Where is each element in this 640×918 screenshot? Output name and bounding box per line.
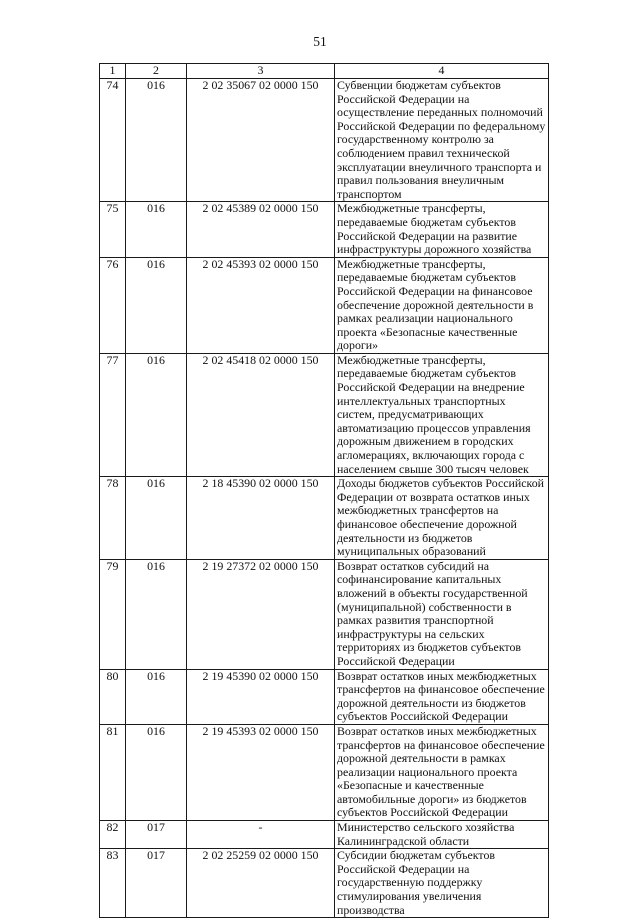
administrator-code: 016 <box>126 724 187 820</box>
revenue-description: Межбюджетные трансферты, передаваемые бюджетам субъектов Российской Федерации на развитие инфраструктуры дорожного хозяйства <box>335 202 549 257</box>
revenue-code: 2 02 45418 02 0000 150 <box>187 353 335 476</box>
column-header-4: 4 <box>335 64 549 79</box>
administrator-code: 016 <box>126 257 187 353</box>
table-row <box>100 849 549 918</box>
revenue-code: - <box>187 821 335 849</box>
row-number: 82 <box>100 821 126 849</box>
revenue-description: Возврат остатков иных межбюджетных трансфертов на финансовое обеспечение дорожной деятельности из бюджетов субъектов Российской Федерации <box>335 669 549 724</box>
row-number: 78 <box>100 477 126 560</box>
table-row <box>100 202 549 257</box>
row-number: 80 <box>100 669 126 724</box>
budget-revenue-table <box>99 63 549 918</box>
administrator-code: 016 <box>126 353 187 476</box>
row-number: 77 <box>100 353 126 476</box>
revenue-code: 2 02 35067 02 0000 150 <box>187 79 335 202</box>
administrator-code: 016 <box>126 559 187 669</box>
revenue-code: 2 19 45390 02 0000 150 <box>187 669 335 724</box>
revenue-description: Доходы бюджетов субъектов Российской Федерации от возврата остатков иных межбюджетных трансфертов на финансовое обеспечение дорожной деятельности из бюджетов муниципальных образований <box>335 477 549 560</box>
revenue-code: 2 02 45393 02 0000 150 <box>187 257 335 353</box>
row-number: 83 <box>100 849 126 918</box>
revenue-code: 2 18 45390 02 0000 150 <box>187 477 335 560</box>
revenue-code: 2 02 25259 02 0000 150 <box>187 849 335 918</box>
table-row <box>100 724 549 820</box>
revenue-description: Субсидии бюджетам субъектов Российской Федерации на государственную поддержку стимулирования увеличения производства <box>335 849 549 918</box>
table-row <box>100 79 549 202</box>
table-row <box>100 559 549 669</box>
page-number: 51 <box>313 34 327 49</box>
revenue-description: Возврат остатков иных межбюджетных трансфертов на финансовое обеспечение дорожной деятельности в рамках реализации национального проекта «Безопасные и качественные автомобильные дороги» из бюджетов субъектов Российской Федерации <box>335 724 549 820</box>
revenue-description: Возврат остатков субсидий на софинансирование капитальных вложений в объекты государственной (муниципальной) собственности в рамках развития транспортной инфраструктуры на сельских территориях из бюджетов субъектов Российской Федерации <box>335 559 549 669</box>
row-number: 75 <box>100 202 126 257</box>
table-header <box>100 64 549 79</box>
revenue-description: Субвенции бюджетам субъектов Российской Федерации на осуществление переданных полномочий Российской Федерации по федеральному государственному контролю за соблюдением правил технической эксплуатации внеуличного транспорта и правил пользования внеуличным транспортом <box>335 79 549 202</box>
administrator-code: 016 <box>126 669 187 724</box>
row-number: 74 <box>100 79 126 202</box>
table-row <box>100 257 549 353</box>
revenue-description: Межбюджетные трансферты, передаваемые бюджетам субъектов Российской Федерации на финансовое обеспечение дорожной деятельности в рамках реализации национального проекта «Безопасные качественные дороги» <box>335 257 549 353</box>
revenue-description: Межбюджетные трансферты, передаваемые бюджетам субъектов Российской Федерации на внедрение интеллектуальных транспортных систем, предусматривающих автоматизацию процессов управления дорожным движением в городских агломерациях, включающих города с населением свыше 300 тысяч человек <box>335 353 549 476</box>
table-row <box>100 821 549 849</box>
administrator-code: 017 <box>126 821 187 849</box>
revenue-code: 2 19 45393 02 0000 150 <box>187 724 335 820</box>
table-body <box>100 79 549 918</box>
revenue-code: 2 19 27372 02 0000 150 <box>187 559 335 669</box>
row-number: 76 <box>100 257 126 353</box>
column-header-2: 2 <box>126 64 187 79</box>
column-header-3: 3 <box>187 64 335 79</box>
administrator-code: 016 <box>126 79 187 202</box>
administrator-code: 016 <box>126 202 187 257</box>
revenue-code: 2 02 45389 02 0000 150 <box>187 202 335 257</box>
table-row <box>100 669 549 724</box>
row-number: 79 <box>100 559 126 669</box>
table-row <box>100 477 549 560</box>
row-number: 81 <box>100 724 126 820</box>
table-row <box>100 353 549 476</box>
administrator-code: 016 <box>126 477 187 560</box>
administrator-code: 017 <box>126 849 187 918</box>
column-header-1: 1 <box>100 64 126 79</box>
header-row <box>100 64 549 79</box>
revenue-description: Министерство сельского хозяйства Калининградской области <box>335 821 549 849</box>
